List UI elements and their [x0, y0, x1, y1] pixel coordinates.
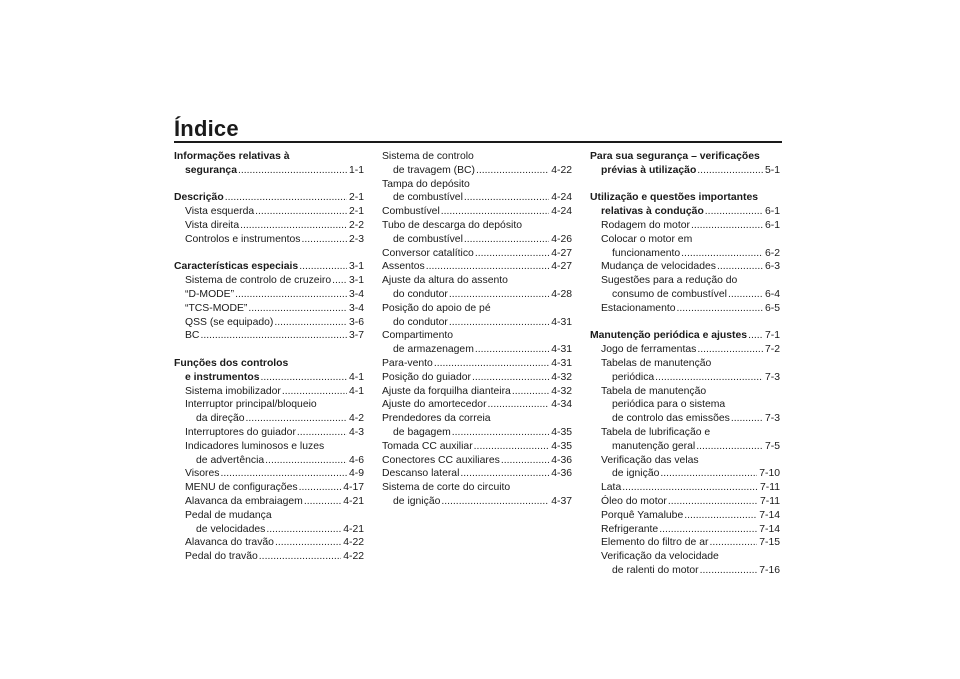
toc-page-number: 4-24 — [551, 192, 572, 204]
toc-page-number: 7-15 — [759, 537, 780, 549]
dot-leader — [472, 371, 549, 385]
toc-entry[interactable] — [382, 302, 572, 330]
toc-page-number: 7-11 — [759, 495, 780, 507]
toc-entry[interactable] — [382, 247, 572, 261]
toc-entry-title: e instrumentos — [185, 371, 260, 383]
toc-page-number: 4-24 — [551, 206, 572, 218]
toc-entry[interactable] — [174, 219, 364, 233]
toc-page-number: 7-1 — [764, 330, 780, 342]
toc-entry-title: de combustível — [393, 233, 463, 245]
toc-entry-title: Lata — [601, 482, 622, 494]
toc-entry-title: Interruptores do guiador — [185, 426, 296, 438]
toc-entry[interactable] — [174, 550, 364, 564]
toc-entry-title: de travagem (BC) — [393, 164, 475, 176]
toc-entry-title: manutenção geral — [612, 440, 696, 452]
toc-page-number: 4-2 — [348, 413, 364, 425]
dot-leader — [297, 426, 347, 440]
dot-leader — [235, 288, 347, 302]
toc-entry-title: prévias à utilização — [601, 164, 697, 176]
toc-entry[interactable] — [590, 385, 780, 426]
toc-entry[interactable] — [382, 178, 572, 206]
toc-entry[interactable] — [174, 426, 364, 440]
toc-entry[interactable] — [382, 150, 572, 178]
toc-entry-title: Sistema de controlo de cruzeiro — [185, 275, 332, 287]
toc-entry[interactable] — [174, 495, 364, 509]
toc-page-number: 4-17 — [343, 482, 364, 494]
toc-entry-title: periódica — [612, 371, 655, 383]
toc-page-number: 4-22 — [343, 537, 364, 549]
toc-entry-title: BC — [185, 330, 200, 342]
dot-leader — [274, 316, 347, 330]
toc-entry[interactable] — [590, 495, 780, 509]
toc-page-number: 4-32 — [551, 385, 572, 397]
toc-entry-text-line: Prendedores da correia — [382, 413, 491, 425]
toc-entry[interactable] — [382, 205, 572, 219]
toc-page-number: 6-1 — [764, 219, 780, 231]
toc-entry-text-line: Posição do apoio de pé — [382, 302, 491, 314]
toc-entry-title: Manutenção periódica e ajustes — [590, 330, 748, 342]
toc-section-heading[interactable] — [590, 329, 780, 343]
toc-entry-text-line: Tabela de manutenção — [601, 385, 707, 397]
toc-entry-title: de velocidades — [196, 523, 266, 535]
dot-leader — [717, 260, 763, 274]
toc-entry[interactable] — [590, 343, 780, 357]
toc-column-2 — [382, 150, 572, 509]
dot-leader — [238, 164, 347, 178]
toc-entry[interactable] — [382, 260, 572, 274]
toc-spacer — [590, 316, 780, 330]
toc-column-3 — [590, 150, 780, 578]
toc-entry[interactable] — [590, 550, 780, 578]
toc-page-number: 4-22 — [343, 551, 364, 563]
toc-entry[interactable] — [590, 219, 780, 233]
toc-entry-title: “TCS-MODE” — [185, 302, 248, 314]
dot-leader — [246, 412, 347, 426]
toc-entry-text-line: Colocar o motor em — [601, 233, 693, 245]
toc-page-number: 4-9 — [348, 468, 364, 480]
toc-entry[interactable] — [590, 302, 780, 316]
toc-page-number: 7-3 — [764, 371, 780, 383]
toc-page-number: 6-1 — [764, 206, 780, 218]
dot-leader — [748, 329, 763, 343]
toc-entry-text-line: Para sua segurança – verificações — [590, 151, 760, 162]
toc-entry[interactable] — [590, 233, 780, 261]
dot-leader — [464, 191, 549, 205]
dot-leader — [302, 233, 347, 247]
dot-leader — [684, 509, 757, 523]
toc-entry[interactable] — [382, 412, 572, 440]
dot-leader — [501, 454, 549, 468]
toc-entry-title: Ajuste do amortecedor — [382, 399, 487, 411]
toc-section-heading[interactable] — [174, 191, 364, 205]
toc-entry[interactable] — [174, 385, 364, 399]
dot-leader — [299, 481, 342, 495]
toc-section-heading[interactable] — [174, 150, 364, 178]
toc-spacer — [174, 343, 364, 357]
toc-entry-title: Combustível — [382, 206, 440, 218]
toc-page-number: 7-2 — [764, 344, 780, 356]
toc-page-number: 4-28 — [551, 288, 572, 300]
toc-spacer — [590, 178, 780, 192]
toc-entry-text-line: Tubo de descarga do depósito — [382, 219, 522, 231]
toc-entry-text-line: Funções dos controlos — [174, 357, 289, 369]
toc-entry-text-line: Utilização e questões importantes — [590, 192, 759, 204]
dot-leader — [700, 564, 758, 578]
toc-page-number: 1-1 — [348, 164, 364, 176]
toc-section-heading[interactable] — [174, 260, 364, 274]
toc-entry-title: de bagagem — [393, 426, 451, 438]
toc-entry[interactable] — [382, 219, 572, 247]
dot-leader — [441, 495, 549, 509]
toc-entry-text-line: Verificação das velas — [601, 454, 699, 466]
toc-entry-title: QSS (se equipado) — [185, 316, 274, 328]
dot-leader — [449, 288, 549, 302]
toc-entry[interactable] — [174, 316, 364, 330]
toc-entry-title: Posição do guiador — [382, 371, 471, 383]
toc-entry-text-line: Tabela de lubrificação e — [601, 426, 711, 438]
toc-page-number: 4-31 — [551, 316, 572, 328]
toc-entry-title: Conectores CC auxiliares — [382, 454, 500, 466]
toc-page-number: 4-31 — [551, 344, 572, 356]
toc-entry[interactable] — [590, 523, 780, 537]
toc-page-number: 2-1 — [348, 206, 364, 218]
dot-leader — [697, 343, 763, 357]
dot-leader — [275, 536, 341, 550]
toc-page-number: 7-11 — [759, 482, 780, 494]
toc-entry[interactable] — [174, 440, 364, 468]
dot-leader — [220, 467, 347, 481]
dot-leader — [668, 495, 758, 509]
toc-entry-title: funcionamento — [612, 247, 681, 259]
toc-entry-title: de ignição — [393, 495, 441, 507]
toc-entry[interactable] — [590, 509, 780, 523]
toc-page-number: 4-35 — [551, 440, 572, 452]
dot-leader — [266, 523, 341, 537]
dot-leader — [476, 164, 549, 178]
toc-page-number: 4-27 — [551, 247, 572, 259]
toc-entry-title: do condutor — [393, 288, 448, 300]
toc-entry-text-line: Interruptor principal/bloqueio — [185, 399, 317, 411]
toc-entry-title: Assentos — [382, 261, 425, 273]
toc-spacer — [174, 247, 364, 261]
toc-entry-title: Vista esquerda — [185, 206, 255, 218]
toc-entry-title: do condutor — [393, 316, 448, 328]
toc-entry[interactable] — [382, 357, 572, 371]
toc-entry-title: “D-MODE” — [185, 288, 235, 300]
toc-entry-title: de controlo das emissões — [612, 413, 730, 425]
toc-entry-text-line: Ajuste da altura do assento — [382, 275, 508, 287]
dot-leader — [200, 329, 347, 343]
dot-leader — [622, 481, 758, 495]
dot-leader — [240, 219, 347, 233]
toc-entry[interactable] — [590, 274, 780, 302]
toc-entry-title: Rodagem do motor — [601, 219, 690, 231]
toc-entry[interactable] — [382, 440, 572, 454]
toc-entry[interactable] — [382, 274, 572, 302]
toc-page-number: 4-6 — [348, 454, 364, 466]
toc-page-number: 2-1 — [348, 192, 364, 204]
toc-entry-text-line: Informações relativas à — [174, 151, 290, 162]
dot-leader — [260, 371, 346, 385]
toc-entry[interactable] — [382, 467, 572, 481]
toc-section-heading[interactable] — [590, 191, 780, 219]
dot-leader — [659, 523, 757, 537]
toc-page-number: 3-6 — [348, 316, 364, 328]
dot-leader — [434, 357, 549, 371]
toc-page-number: 4-34 — [551, 399, 572, 411]
toc-entry-text-line: Sistema de corte do circuito — [382, 482, 511, 494]
toc-entry[interactable] — [174, 398, 364, 426]
toc-entry-title: Características especiais — [174, 261, 299, 273]
toc-entry[interactable] — [174, 302, 364, 316]
dot-leader — [426, 260, 549, 274]
toc-entry[interactable] — [174, 467, 364, 481]
dot-leader — [488, 398, 550, 412]
toc-page-number: 6-3 — [764, 261, 780, 273]
toc-page-number: 4-32 — [551, 371, 572, 383]
toc-entry-title: MENU de configurações — [185, 482, 298, 494]
toc-entry[interactable] — [382, 454, 572, 468]
toc-page-number: 4-37 — [551, 495, 572, 507]
toc-page-number: 7-14 — [759, 509, 780, 521]
toc-entry[interactable] — [590, 481, 780, 495]
toc-entry-title: consumo de combustível — [612, 288, 727, 300]
toc-page-number: 4-22 — [551, 164, 572, 176]
dot-leader — [225, 191, 347, 205]
dot-leader — [332, 274, 347, 288]
toc-entry-title: Vista direita — [185, 219, 240, 231]
toc-entry[interactable] — [590, 536, 780, 550]
toc-entry-title: Pedal do travão — [185, 551, 258, 563]
toc-entry[interactable] — [174, 481, 364, 495]
toc-entry-title: Ajuste da forquilha dianteira — [382, 385, 511, 397]
dot-leader — [299, 260, 347, 274]
toc-entry-title: Controlos e instrumentos — [185, 233, 301, 245]
toc-entry-title: de combustível — [393, 192, 463, 204]
page-title: Índice — [174, 116, 239, 141]
toc-entry-text-line: Tabelas de manutenção — [601, 357, 712, 369]
toc-entry[interactable] — [590, 454, 780, 482]
toc-entry-title: Tomada CC auxiliar — [382, 440, 473, 452]
toc-entry-title: Para-vento — [382, 357, 433, 369]
toc-entry-title: Sistema imobilizador — [185, 385, 281, 397]
toc-page-number: 4-21 — [343, 523, 364, 535]
dot-leader — [464, 233, 549, 247]
toc-entry-title: Elemento do filtro de ar — [601, 537, 709, 549]
toc-page-number: 6-2 — [764, 247, 780, 259]
toc-entry[interactable] — [174, 233, 364, 247]
toc-entry-text-line: periódica para o sistema — [612, 399, 726, 411]
toc-entry-title: Estacionamento — [601, 302, 676, 314]
dot-leader — [475, 247, 549, 261]
title-rule — [174, 141, 782, 143]
toc-page-number: 4-36 — [551, 454, 572, 466]
toc-page-number: 3-4 — [348, 302, 364, 314]
toc-entry-title: Conversor catalítico — [382, 247, 474, 259]
dot-leader — [681, 247, 763, 261]
dot-leader — [660, 467, 757, 481]
toc-entry-title: Alavanca da embraiagem — [185, 495, 303, 507]
toc-entry[interactable] — [382, 371, 572, 385]
toc-page-number: 3-1 — [348, 261, 364, 273]
dot-leader — [697, 164, 763, 178]
toc-page-number: 3-7 — [348, 330, 364, 342]
toc-page-number: 7-14 — [759, 523, 780, 535]
toc-page-number: 4-31 — [551, 357, 572, 369]
toc-entry-text-line: Indicadores luminosos e luzes — [185, 440, 325, 452]
toc-entry[interactable] — [382, 398, 572, 412]
toc-page-number: 6-4 — [764, 288, 780, 300]
toc-entry-title: de advertência — [196, 454, 265, 466]
toc-entry-title: Jogo de ferramentas — [601, 344, 697, 356]
toc-entry[interactable] — [174, 205, 364, 219]
toc-page-number: 7-3 — [764, 413, 780, 425]
dot-leader — [728, 288, 763, 302]
toc-page-number: 4-3 — [348, 426, 364, 438]
toc-entry-title: de armazenagem — [393, 344, 474, 356]
toc-entry[interactable] — [174, 274, 364, 288]
dot-leader — [282, 385, 347, 399]
toc-entry-text-line: Sugestões para a redução do — [601, 275, 738, 287]
toc-entry-title: segurança — [185, 164, 237, 176]
dot-leader — [696, 440, 763, 454]
toc-entry-title: de ralenti do motor — [612, 564, 699, 576]
toc-entry-title: da direção — [196, 413, 245, 425]
toc-entry[interactable] — [174, 536, 364, 550]
toc-entry-title: relativas à condução — [601, 206, 704, 218]
dot-leader — [655, 371, 763, 385]
dot-leader — [460, 467, 549, 481]
toc-page-number: 4-1 — [348, 371, 364, 383]
toc-entry-text-line: Verificação da velocidade — [601, 551, 719, 563]
toc-entry[interactable] — [590, 426, 780, 454]
toc-entry-title: Porquê Yamalube — [601, 509, 684, 521]
toc-page-number: 7-5 — [764, 440, 780, 452]
toc-page-number: 6-5 — [764, 302, 780, 314]
toc-column-1 — [174, 150, 364, 564]
toc-entry-title: Refrigerante — [601, 523, 659, 535]
dot-leader — [512, 385, 549, 399]
dot-leader — [474, 440, 550, 454]
toc-entry-title: Descrição — [174, 192, 224, 204]
toc-page-number: 5-1 — [764, 164, 780, 176]
toc-page-number: 7-10 — [759, 468, 780, 480]
dot-leader — [709, 536, 757, 550]
toc-page-number: 2-3 — [348, 233, 364, 245]
toc-page-number: 4-21 — [343, 495, 364, 507]
dot-leader — [255, 205, 347, 219]
dot-leader — [449, 316, 549, 330]
toc-entry-title: Visores — [185, 468, 220, 480]
dot-leader — [475, 343, 549, 357]
toc-page-number: 4-36 — [551, 468, 572, 480]
dot-leader — [731, 412, 763, 426]
dot-leader — [441, 205, 549, 219]
toc-entry-title: Alavanca do travão — [185, 537, 274, 549]
dot-leader — [304, 495, 341, 509]
toc-page-number: 4-27 — [551, 261, 572, 273]
toc-entry[interactable] — [590, 260, 780, 274]
toc-entry[interactable] — [174, 509, 364, 537]
dot-leader — [248, 302, 347, 316]
toc-page-number: 3-4 — [348, 288, 364, 300]
dot-leader — [265, 454, 347, 468]
toc-entry-text-line: Compartimento — [382, 330, 454, 342]
toc-spacer — [174, 178, 364, 192]
toc-page-number: 7-16 — [759, 564, 780, 576]
toc-entry-title: Mudança de velocidades — [601, 261, 716, 273]
dot-leader — [691, 219, 763, 233]
dot-leader — [705, 205, 763, 219]
toc-entry-text-line: Tampa do depósito — [382, 178, 470, 190]
toc-entry[interactable] — [382, 385, 572, 399]
toc-entry-text-line: Pedal de mudança — [185, 509, 272, 521]
toc-section-heading[interactable] — [174, 357, 364, 385]
toc-page-number: 4-1 — [348, 385, 364, 397]
toc-section-heading[interactable] — [590, 150, 780, 178]
toc-entry[interactable] — [382, 329, 572, 357]
toc-entry-title: Descanso lateral — [382, 468, 460, 480]
toc-entry[interactable] — [382, 481, 572, 509]
toc-entry-title: de ignição — [612, 468, 660, 480]
toc-entry-title: Óleo do motor — [601, 495, 667, 507]
toc-entry[interactable] — [590, 357, 780, 385]
toc-entry[interactable] — [174, 288, 364, 302]
toc-page-number: 4-35 — [551, 426, 572, 438]
toc-entry[interactable] — [174, 329, 364, 343]
toc-page-number: 3-1 — [348, 275, 364, 287]
dot-leader — [677, 302, 763, 316]
toc-entry-text-line: Sistema de controlo — [382, 151, 474, 162]
toc-page-number: 2-2 — [348, 219, 364, 231]
dot-leader — [452, 426, 549, 440]
dot-leader — [259, 550, 341, 564]
toc-page-number: 4-26 — [551, 233, 572, 245]
